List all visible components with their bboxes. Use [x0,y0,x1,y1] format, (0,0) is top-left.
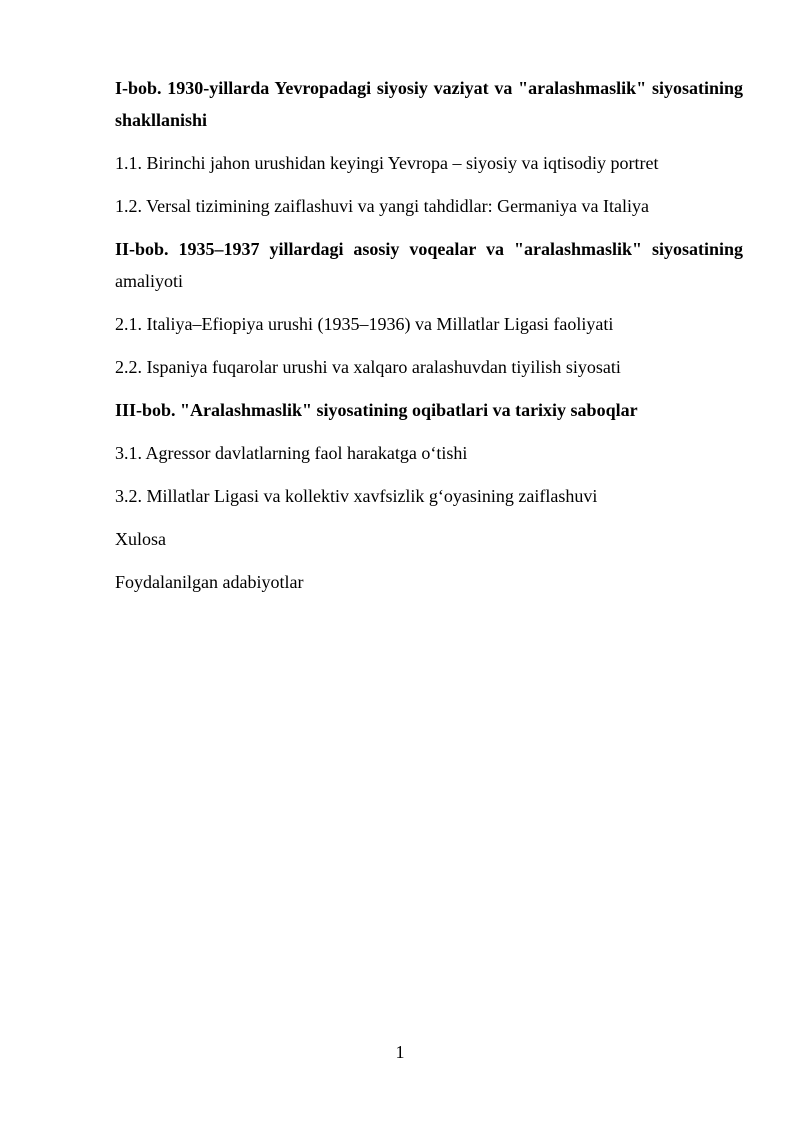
chapter-1-title: I-bob. 1930-yillarda Yevropadagi siyosiy vaziyat va "aralashmaslik" siyosatining shakllanishi [115,78,743,130]
chapter-2-title [115,233,743,297]
chapter-2-title-rest: amaliyoti [115,271,183,291]
chapter-2-title-bold: II-bob. 1935–1937 yillardagi asosiy voqealar va "aralashmaslik" siyosatining [115,239,743,259]
table-of-contents [115,72,743,598]
page-number: 1 [395,1042,405,1062]
conclusion-entry: Xulosa [115,529,166,549]
section-2-1: 2.1. Italiya–Efiopiya urushi (1935–1936) va Millatlar Ligasi faoliyati [115,314,614,334]
section-1-1: 1.1. Birinchi jahon urushidan keyingi Yevropa – siyosiy va iqtisodiy portret [115,153,659,173]
bibliography-entry: Foydalanilgan adabiyotlar [115,572,304,592]
chapter-3-title: III-bob. "Aralashmaslik" siyosatining oqibatlari va tarixiy saboqlar [115,400,638,420]
section-3-2: 3.2. Millatlar Ligasi va kollektiv xavfsizlik g‘oyasining zaiflashuvi [115,486,598,506]
section-3-1: 3.1. Agressor davlatlarning faol harakatga o‘tishi [115,443,468,463]
section-1-2: 1.2. Versal tizimining zaiflashuvi va yangi tahdidlar: Germaniya va Italiya [115,196,650,216]
section-2-2: 2.2. Ispaniya fuqarolar urushi va xalqaro aralashuvdan tiyilish siyosati [115,357,621,377]
